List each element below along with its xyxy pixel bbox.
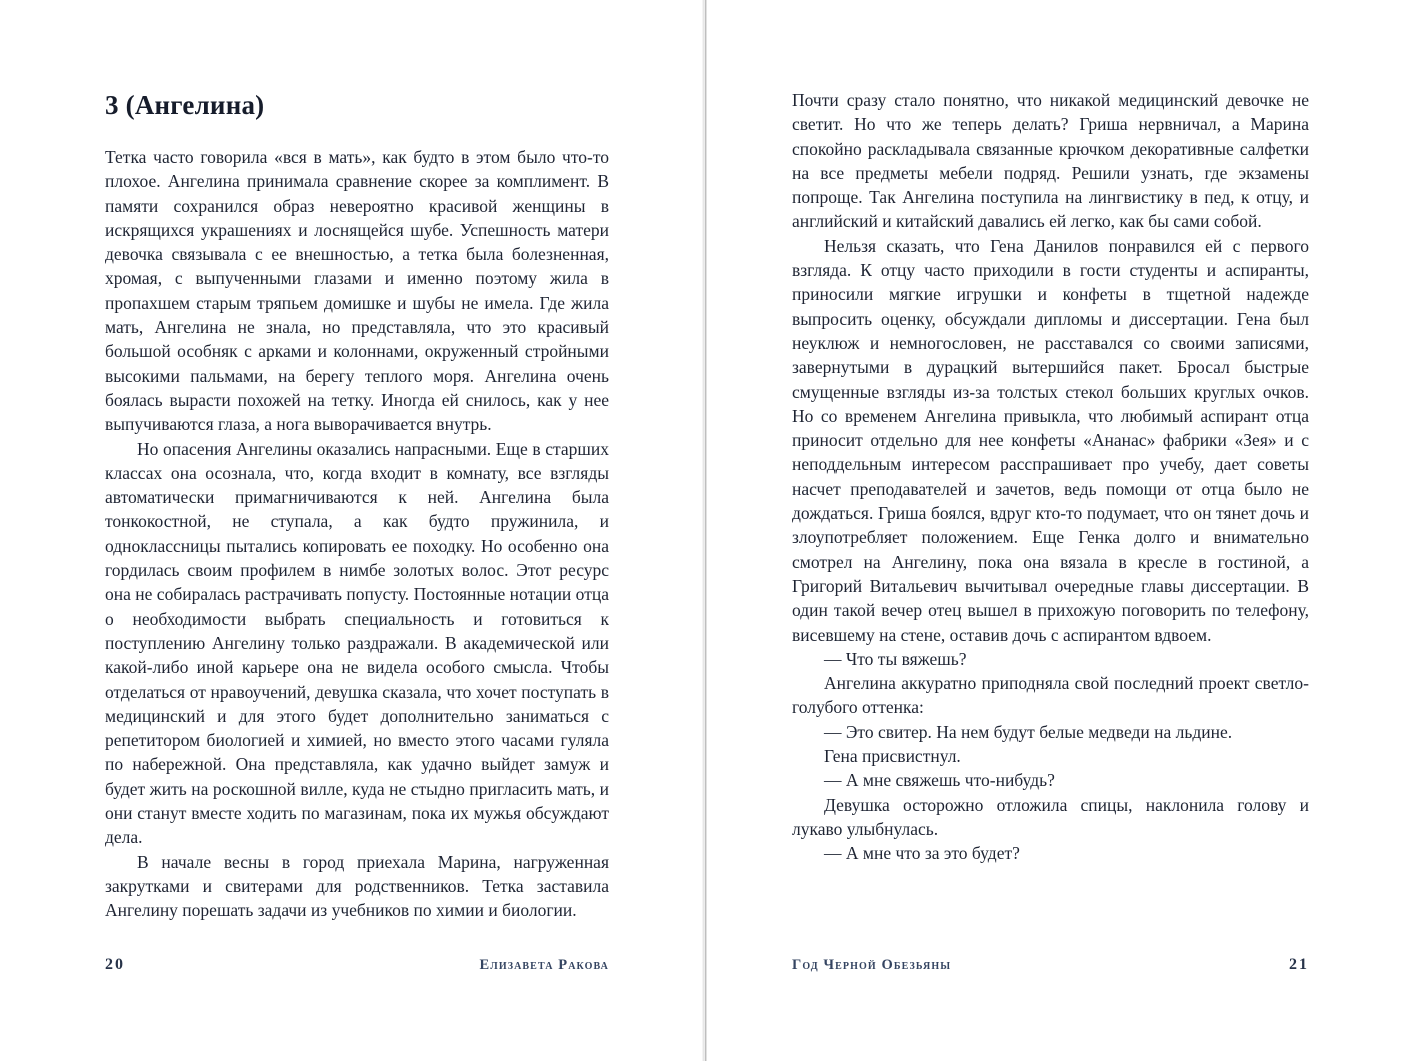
paragraph: Гена присвистнул. xyxy=(824,746,961,767)
paragraph: Нельзя сказать, что Гена Данилов понравился ей с первого взгляда. К отцу часто приходили в гости студенты и аспиранты, приносили мягкие игрушки и конфеты в тщетной надежде выпросить оценку, обсуждали дипломы и диссертации. Гена был неуклюж и немногословен, не расставался со своими записями, завернутыми в дурацкий вытершийся пакет. Бросал быстрые смущенные взгляды из-за толстых стекол больших круглых очков. Но со временем Ангелина привыкла, что любимый аспирант отца приносит отдельно для нее конфеты «Ананас» фабрики «Зея» и с неподдельным интересом расспрашивает про учебу, дает советы насчет преподавателей и зачетов, ведь помощи от отца было не дождаться. Гриша боялся, вдруг кто-то подумает, что он тянет дочь и злоупотребляет положением. Еще Генка долго и внимательно смотрел на Ангелину, пока она вязала в кресле в гостиной, а Григорий Витальевич вычитывал очередные главы диссертации. В один такой вечер отец вышел в прихожую поговорить по телефону, висевшему на стене, оставив дочь с аспирантом вдвоем. xyxy=(792,235,1309,645)
page-gutter-divider xyxy=(702,0,707,1061)
page-right-body-text xyxy=(792,88,1309,866)
running-title-author: Елизавета Ракова xyxy=(479,957,609,973)
page-number: 20 xyxy=(105,956,125,973)
page-right-footer xyxy=(792,956,1309,974)
page-left-footer xyxy=(105,956,609,974)
page-number: 21 xyxy=(1289,956,1309,973)
paragraph: В начале весны в город приехала Марина, нагруженная закрутками и свитерами для родственников. Тетка заставила Ангелину порешать задачи из учебников по химии и биологии. xyxy=(105,851,609,921)
page-left xyxy=(105,90,609,923)
paragraph: Тетка часто говорила «вся в мать», как будто в этом было что-то плохое. Ангелина принимала сравнение скорее за комплимент. В памяти сохранился образ невероятно красивой женщины в искрящихся украшениях и лоснящейся шубе. Успешность матери девочка связывала с ее внешностью, а тетка была болезненная, хромая, с выпученными глазами и именно поэтому жила в пропахшем старым тряпьем домишке и шубы не имела. Где жила мать, Ангелина не знала, но представляла, что это красивый большой особняк с арками и колоннами, окруженный стройными высокими пальмами, на берегу теплого моря. Ангелина очень боялась вырасти похожей на тетку. Иногда ей снилось, как у нее выпучиваются глаза, а нога выворачивается внутрь. xyxy=(105,147,609,435)
running-title-book: Год Черной Обезьяны xyxy=(792,957,952,973)
paragraph: Почти сразу стало понятно, что никакой медицинский девочке не светит. Но что же теперь делать? Гриша нервничал, а Марина спокойно раскладывала связанные крючком декоративные салфетки на все предметы мебели подряд. Решили узнать, где экзамены попроще. Так Ангелина поступила на лингвистику в пед, к отцу, и английский и китайский давались ей легко, как бы сами собой. xyxy=(792,90,1309,232)
dialogue-line: — Это свитер. На нем будут белые медведи на льдине. xyxy=(824,721,1233,742)
dialogue-line: — А мне свяжешь что-нибудь? xyxy=(824,770,1055,791)
dialogue-line: — Что ты вяжешь? xyxy=(824,648,967,669)
page-left-body-text xyxy=(105,145,609,923)
page-right xyxy=(792,88,1309,866)
paragraph: Ангелина аккуратно приподняла свой последний проект светло-голубого оттенка: xyxy=(792,673,1309,718)
chapter-heading: 3 (Ангелина) xyxy=(105,90,265,120)
paragraph: Девушка осторожно отложила спицы, наклонила голову и лукаво улыбнулась. xyxy=(792,794,1309,839)
dialogue-line: — А мне что за это будет? xyxy=(824,843,1020,864)
paragraph: Но опасения Ангелины оказались напрасными. Еще в старших классах она осознала, что, когда входит в комнату, все взгляды автоматически примагничиваются к ней. Ангелина была тонкокостной, не ступала, а как будто пружинила, и одноклассницы пытались копировать ее походку. Но особенно она гордилась своим профилем в нимбе золотых волос. Этот ресурс она не собиралась растрачивать попусту. Постоянные нотации отца о необходимости выбрать специальность и готовиться к поступлению Ангелину только раздражали. В академической или какой-либо иной карьере она не видела особого смысла. Чтобы отделаться от нравоучений, девушка сказала, что хочет поступать в медицинский и для этого будет дополнительно заниматься с репетитором биологией и химией, но вместо этого часами гуляла по набережной. Она представляла, как удачно выйдет замуж и будет жить на роскошной вилле, куда не стыдно пригласить мать, и они станут вместе ходить по магазинам, пока их мужья обсуждают дела. xyxy=(105,438,609,848)
